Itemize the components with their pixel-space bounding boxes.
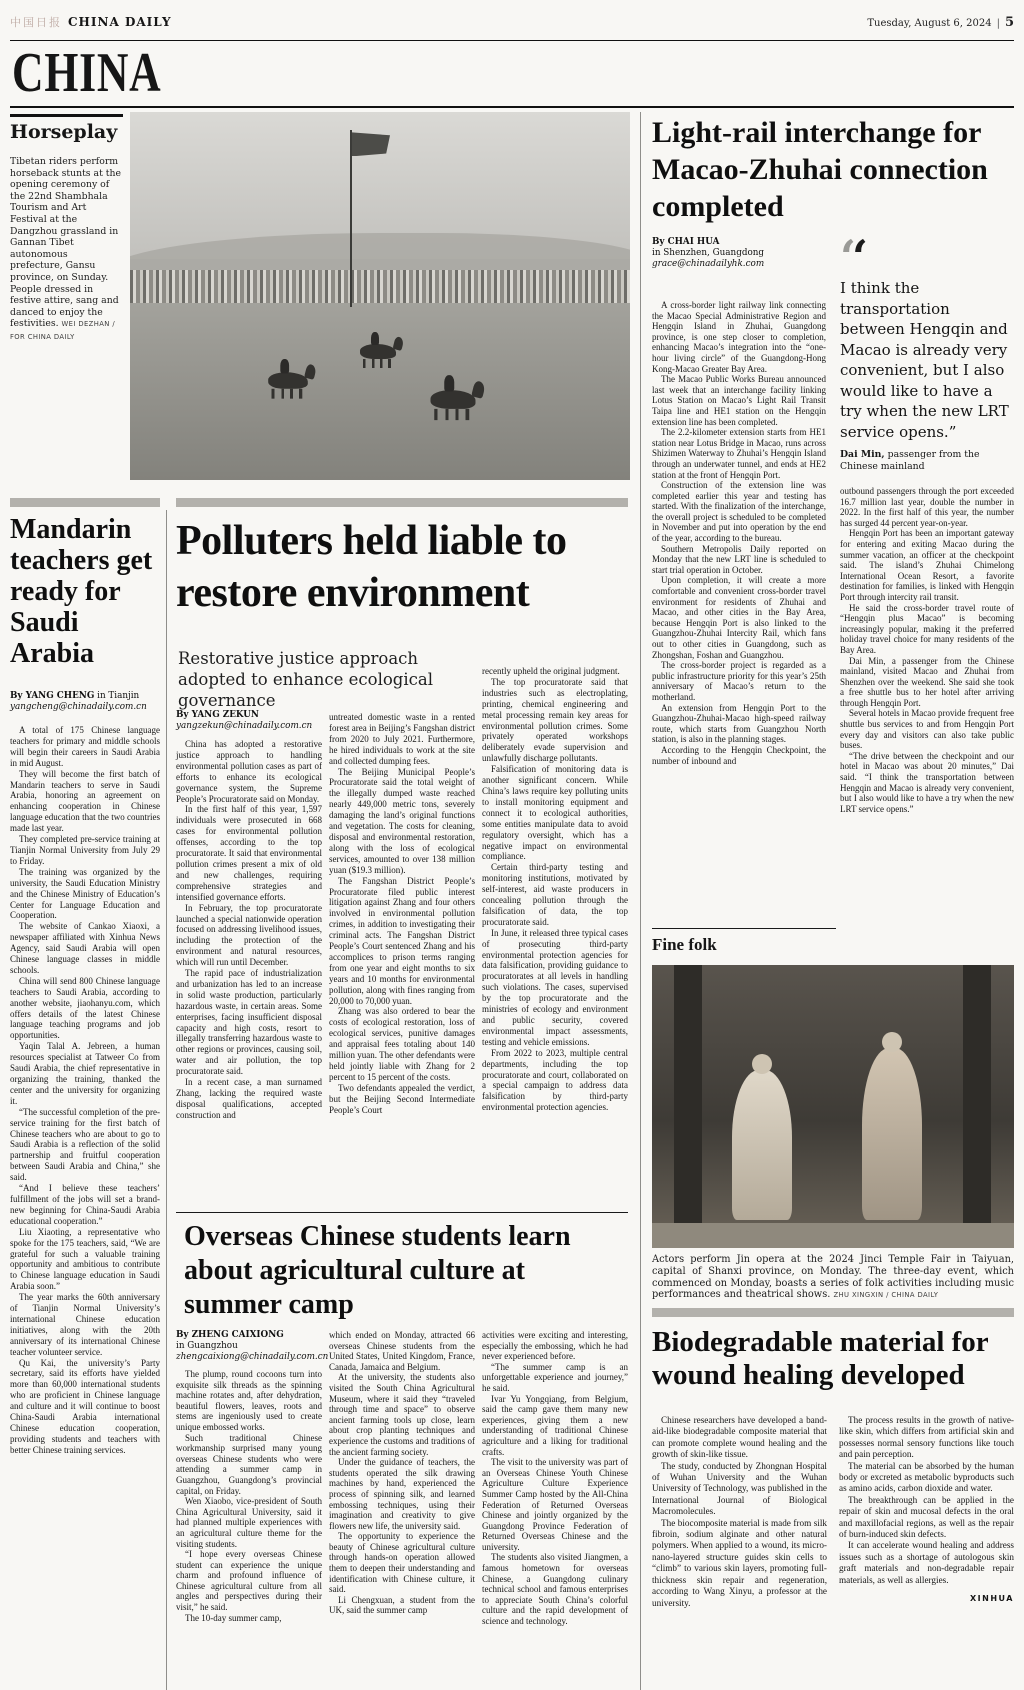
- paragraph: The year marks the 60th anniversary of Tianjin Normal University’s international Chinese education initiatives, along with the 20th anniversary of its international Chinese teacher volunteer service.: [10, 1292, 160, 1357]
- paragraph: Two defendants appealed the verdict, but the Beijing Second Intermediate People’s Court: [329, 1082, 475, 1115]
- byline-email: zhengcaixiong@chinadaily.com.cn: [176, 1352, 329, 1362]
- byline-email: yangcheng@chinadaily.com.cn: [10, 702, 147, 712]
- rider-silhouette: [280, 359, 289, 373]
- article-headline: Biodegradable material for wound healing developed: [652, 1326, 989, 1391]
- pull-quote-text: I think the transportation between Hengqin and Macao is already very convenient, but I also would like to have a try when the new LRT service opens.”: [840, 279, 1009, 441]
- paragraph: They completed pre-service training at Tianjin Normal University from July 29 to Friday.: [10, 834, 160, 866]
- section-title: CHINA: [12, 42, 162, 104]
- horse-rider-silhouette: [431, 390, 476, 409]
- paragraph: The process results in the growth of native-like skin, which differs from artificial skin and possesses normal sensory functions like touch and pain perception.: [839, 1415, 1014, 1460]
- dateline: [867, 15, 1014, 30]
- section-divider-bar: [652, 1308, 1014, 1317]
- article-body-column: [10, 725, 160, 1456]
- byline-location: in Shenzhen, Guangdong: [652, 248, 765, 258]
- china-daily-logo: CHINA DAILY: [68, 15, 172, 29]
- article-deck: Restorative justice approach adopted to enhance ecological governance: [178, 649, 433, 710]
- rider-silhouette: [444, 375, 454, 391]
- paragraph: Yaqin Talal A. Jebreen, a human resources specialist at Tatweer Co from Saudi Arabia, the chief representative in organizing the training, thanked the center and the university for organizing it.: [10, 1041, 160, 1106]
- section-rule: [10, 106, 1014, 108]
- paragraph: Several hotels in Macao provide frequent free shuttle bus services to and from Hengqin Port every day and visitors can also take public buses.: [840, 708, 1014, 751]
- paragraph: In a recent case, a man surnamed Zhang, lacking the required waste disposal qualifications, accepted construction and: [176, 1077, 322, 1120]
- byline-author: By ZHENG CAIXIONG: [176, 1330, 284, 1340]
- photo-credit: ZHU XINGXIN / CHINA DAILY: [833, 1291, 939, 1300]
- paragraph: The 2.2-kilometer extension starts from HE1 station near Lotus Bridge in Macao, runs across Shizimen Waterway to Zhuhai’s Hengqin Island through an underwater tunnel, and ends at HE2 station at the front of Hengqin Port.: [652, 427, 826, 480]
- paragraph: Southern Metropolis Daily reported on Monday that the new LRT line is scheduled to start trial operation in October.: [652, 543, 826, 575]
- paragraph: They will become the first batch of Mandarin teachers to serve in Saudi Arabia, honoring an agreement on enhancing cooperation in Chinese language education that the two countries made last year.: [10, 768, 160, 834]
- article-body-column: [482, 666, 628, 1113]
- photo-grassland: [130, 303, 630, 480]
- paragraph: Construction of the extension line was completed earlier this year and testing has started. With the finalization of the interchange, the overall project is scheduled to be completed in November and put into operation by the end of the year, according to the bureau.: [652, 480, 826, 544]
- paragraph: activities were exciting and interesting, especially the embossing, which he had never experienced before.: [482, 1330, 628, 1362]
- byline-author: By YANG ZEKUN: [176, 710, 259, 720]
- paragraph: The opportunity to experience the beauty of Chinese agricultural culture through hands-on operation allowed them to deepen their understanding and identification with Chinese culture, it said.: [329, 1531, 475, 1595]
- paragraph: According to the Hengqin Checkpoint, the number of inbound and: [652, 744, 826, 766]
- kicker-rule: [10, 114, 123, 117]
- paragraph: The Fangshan District People’s Procuratorate filed public interest litigation against Zhang and four others involved in environmental pollution crimes, in addition to investigating their criminal acts. The Fangshan District People’s Court sentenced Zhang and his accomplices to prison terms ranging from one year and eight months to six years and 10 months for environmental pollution, along with fines ranging from 20,000 to 70,000 yuan.: [329, 875, 475, 1006]
- article-top-rule: [176, 1212, 628, 1213]
- article-headline: Light-rail interchange for Macao-Zhuhai connection completed: [652, 116, 988, 223]
- article-columns: [652, 1415, 1014, 1609]
- article-body-column: [329, 712, 475, 1116]
- paragraph: “The successful completion of the pre-service training for the first batch of Chinese teachers who are about to go to Saudi Arabia is a reflection of the solid partnership and fruitful cooperation between Saudi Arabia and China,” she said.: [10, 1106, 160, 1183]
- byline-author: By YANG CHENG: [10, 691, 95, 701]
- paragraph: From 2022 to 2023, multiple central departments, including the top procuratorate and court, collaborated on a special campaign to address data falsification by third-party environmental protection agencies.: [482, 1047, 628, 1113]
- quote-attrib-name: Dai Min,: [840, 449, 885, 460]
- paragraph: “The drive between the checkpoint and our hotel in Macao was about 20 minutes,” Dai said. “I think the transportation between Hengqin and Macao is already very convenient, but I also would like to have a try when the new LRT service opens.”: [840, 750, 1014, 814]
- paragraph: “I hope every overseas Chinese student can experience the unique charm and profound influence of Chinese agricultural culture from all angles and perspectives during their visit,” he said.: [176, 1549, 322, 1613]
- paragraph: The top procuratorate said that industries such as electroplating, printing, chemical engineering and metal processing remain key areas for environmental pollution crimes. Some privately operated workshops deliberately evade supervision and unlawfully discharge pollutants.: [482, 676, 628, 764]
- article-biodegradable: [652, 1326, 1014, 1609]
- paragraph: The biocomposite material is made from silk fibroin, sodium alginate and other natural polymers. When applied to a wound, its micro-nano-layered structure guides skin cells to “climb” to various skin layers, promoting full-thickness skin repair and regeneration, according to Wang Xinyu, a professor at the university.: [652, 1517, 827, 1608]
- byline: [176, 710, 322, 732]
- paragraph: In June, it released three typical cases of prosecuting third-party environmental protection agencies for data falsification, providing guidance to procuratorates at all levels in handling such violations. The cases, supervised by the top procuratorate and the ministries of ecology and environment and public security, covered environmental impact assessments, testing and vehicle emissions.: [482, 927, 628, 1047]
- article-body-column: [840, 486, 1014, 814]
- article-headline: Mandarin teachers get ready for Saudi Arabia: [10, 514, 153, 669]
- column-rule-left: [166, 510, 167, 1690]
- byline-location: in Guangzhou: [176, 1341, 238, 1351]
- paragraph: outbound passengers through the port exceeded 16.7 million last year, double the number in 2022. In the first half of this year, the number has surged 44 percent year-on-year.: [840, 486, 1014, 528]
- china-daily-chinese-logo: 中国日报: [10, 16, 62, 29]
- article-lightrail: [652, 114, 1014, 814]
- article-body-column: [840, 230, 1014, 814]
- rider-silhouette: [371, 332, 379, 345]
- paragraph: Hengqin Port has been an important gateway for entering and exiting Macao during the summer vacation, an officer at the checkpoint said. The island’s Zhuhai Chimelong International Ocean Resort, a favorite destination for families, is linked with Hengqin Port through intercity rail transit.: [840, 528, 1014, 602]
- opera-actor-figure: [732, 1070, 792, 1220]
- finefolk-photo: [652, 965, 1014, 1248]
- paragraph: The rapid pace of industrialization and urbanization has led to an increase in solid waste production, particularly hazardous waste, in certain areas. Some enterprises, facing insufficient disposal capacity and high costs, resort to illegally transferring hazardous waste to other regions or provinces, causing soil, water and air pollution, the top procuratorate said.: [176, 968, 322, 1077]
- article-headline: Overseas Chinese students learn about agricultural culture at summer camp: [184, 1221, 571, 1320]
- byline: [10, 691, 160, 713]
- article-columns: [176, 1330, 628, 1627]
- pull-quote-attribution: [840, 449, 1014, 472]
- flag-icon: [350, 130, 352, 307]
- paragraph: The material can be absorbed by the human body or excreted as metabolic byproducts such as amino acids, carbon dioxide and water.: [839, 1460, 1014, 1494]
- photo-crowd: [130, 270, 630, 303]
- paragraph: recently upheld the original judgment.: [482, 666, 620, 676]
- paragraph: The Macao Public Works Bureau announced last week that an interchange facility linking Lotus Station on Macao’s Light Rail Transit Taipa line and HE1 station on the Hengqin extension line has been completed.: [652, 374, 826, 427]
- photo-credit: WEI DEZHAN / FOR CHINA DAILY: [10, 320, 116, 341]
- paragraph: It can accelerate wound healing and address issues such as a shortage of autologous skin graft materials and non-degradable repair materials, as well as allergies.: [839, 1540, 1014, 1585]
- paragraph: The breakthrough can be applied in the repair of skin and mucosal defects in the oral and maxillofacial regions, as well as the repair of burn-induced skin defects.: [839, 1494, 1014, 1540]
- date-text: Tuesday, August 6, 2024: [867, 17, 992, 29]
- paragraph: The Beijing Municipal People’s Procuratorate said the total weight of the illegally dumped waste reached nearly 449,000 metric tons, severely damaging the land’s original functions and vegetation. The costs for cleaning, disposal and environmental restoration, along with the loss of ecological services, amounted to over 138 million yuan ($19.3 million).: [329, 766, 475, 875]
- paragraph: Qu Kai, the university’s Party secretary, said its efforts have yielded more than 60,000 international students who are proficient in Chinese language and culture and it will continue to boost China-Saudi Arabia international Chinese education cooperation, providing students and teachers with better Chinese training services.: [10, 1357, 160, 1455]
- paragraph: untreated domestic waste in a rented forest area in Beijing’s Fangshan district from 2020 to July 2021. Furthermore, he hired individuals to work at the site and collected dumping fees.: [329, 712, 475, 766]
- article-body-column: [652, 300, 826, 766]
- caption-text: Tibetan riders perform horseback stunts at the opening ceremony of the 22nd Shambhala Tourism and Art Festival at the Dangzhou grassland in Gannan Tibet autonomous prefecture, Gansu province, on Sunday. People dressed in festive attire, sang and danced to enjoy the festivities.: [10, 156, 121, 330]
- paragraph: The visit to the university was part of an Overseas Chinese Youth Chinese Agriculture Culture Experience Summer Camp hosted by the All-China Federation of Returned Overseas Chinese and jointly organized by the Guangdong Province Federation of Returned Overseas Chinese and the university.: [482, 1457, 628, 1552]
- paragraph: The 10-day summer camp,: [185, 1612, 282, 1623]
- brand: [10, 14, 172, 30]
- finefolk-caption: [652, 1254, 1014, 1302]
- caption-text: Actors perform Jin opera at the 2024 Jinci Temple Fair in Taiyuan, capital of Shanxi province, on Monday. The three-day event, which commenced on Monday, boasts a series of folk activities including music performances and theatrical shows.: [652, 1254, 1014, 1301]
- paragraph: Upon completion, it will create a more comfortable and convenient cross-border travel environment for residents of Zhuhai and Macao, and other cities in the Bay Area, because Hengqin Port is also linked to the Guangzhou-Zhuhai Intercity Rail, which fans out to other cities in Guangdong, such as Zhongshan, Foshan and Guangzhou.: [652, 575, 826, 660]
- paragraph: He said the cross-border travel route of “Hengqin plus Macao” is becoming increasingly popular, making it the preferred holiday travel choice for many residents of the Bay Area.: [840, 602, 1014, 655]
- byline-email: grace@chinadailyhk.com: [652, 259, 765, 269]
- byline-author: By CHAI HUA: [652, 237, 720, 247]
- article-body-column: [652, 1415, 827, 1609]
- paragraph: The website of Cankao Xiaoxi, a newspaper affiliated with Xinhua News Agency, said Saudi Arabia will open Chinese language classes in middle schools.: [10, 921, 160, 975]
- finefolk-title: Fine folk: [652, 935, 717, 954]
- paragraph: The students also visited Jiangmen, a famous hometown for overseas Chinese, a Guangdong culinary technical school and famous enterprises to appreciate South China’s colorful culture and the rapid development of science and technology.: [482, 1552, 628, 1627]
- column-rule-right: [640, 112, 641, 1690]
- paragraph: At the university, the students also visited the South China Agricultural Museum, where it said they “traveled through time and space” to observe ancient farming tools up close, learn about crop planting techniques and experience the customs and traditions of the ancient farming society.: [329, 1372, 475, 1457]
- quote-attrib-role: passenger from the Chinese mainland: [840, 449, 980, 472]
- paragraph: “And I believe these teachers’ fulfillment of the jobs will set a brand-new beginning for China-Saudi Arabia educational cooperation.”: [10, 1183, 160, 1226]
- horse-rider-silhouette: [268, 373, 308, 390]
- paragraph: The training was organized by the university, the Saudi Education Ministry and the Chinese Ministry of Education’s Center for Language Education and Cooperation.: [10, 866, 160, 921]
- paragraph: Ivar Yu Yongqiang, from Belgium, said the camp gave them many new experiences, giving them a new understanding of traditional Chinese agriculture and a liking for traditional crafts.: [482, 1393, 628, 1457]
- quote-mark-right: ‘: [852, 230, 865, 284]
- byline: [176, 1330, 329, 1363]
- article-body-column: [176, 1369, 322, 1623]
- section-divider-bar: [10, 498, 160, 507]
- paragraph: Dai Min, a passenger from the Chinese mainland, visited Macao and Zhuhai from Shenzhen over the weekend. She said she took a free shuttle bus to her hotel after arriving through Hengqin Port.: [840, 655, 1014, 708]
- paragraph: Such traditional Chinese workmanship surprised many young overseas Chinese students who were attending a summer camp in Guangzhou, Guangdong’s provincial capital, on Friday.: [176, 1432, 322, 1496]
- article-overseas: [176, 1212, 628, 1627]
- paragraph: The cross-border project is regarded as a public infrastructure priority for this year’s 25th anniversary of Macao’s return to the motherland.: [652, 660, 826, 702]
- quote-icon: [840, 230, 1014, 284]
- horseplay-caption-block: [10, 114, 123, 344]
- flag-cloth: [352, 132, 390, 156]
- paragraph: Liu Xiaoting, a representative who spoke for the 175 teachers, said, “We are grateful for such a valuable training opportunity and ambitious to contribute to Chinese language education in Saudi Arabia soon.”: [10, 1226, 160, 1292]
- pull-quote: [840, 230, 1014, 472]
- article-mandarin: [10, 514, 160, 1456]
- paragraph: The study, conducted by Zhongnan Hospital of Wuhan University and the Wuhan University of Technology, was published in the International Journal of Biological Macromolecules.: [652, 1460, 827, 1517]
- paragraph: A cross-border light railway link connecting the Macao Special Administrative Region and Hengqin Island in Zhuhai, Guangdong province, is one step closer to completion, enhancing Macao’s integration into the “one-hour living circle” of the Guangdong-Hong Kong-Macao Greater Bay Area.: [652, 300, 826, 374]
- wire-credit: XINHUA: [970, 1594, 1014, 1604]
- article-body-column: [839, 1415, 1014, 1586]
- photo-backdrop-pillar: [674, 965, 702, 1223]
- article-body-column: [482, 1330, 628, 1627]
- paragraph: Certain third-party testing and monitoring institutions, motivated by self-interest, aid waste producers in concealing pollution through the falsification of data, the top procuratorate said.: [482, 862, 628, 927]
- paragraph: Wen Xiaobo, vice-president of South China Agricultural University, said it had planned multiple experiences with an agricultural culture theme for the visiting students.: [176, 1496, 322, 1549]
- finefolk-rule: [652, 928, 836, 929]
- section-divider-bar: [176, 498, 628, 507]
- horse-rider-silhouette: [360, 344, 396, 359]
- opera-actor-figure: [862, 1048, 922, 1220]
- paragraph: In the first half of this year, 1,597 individuals were prosecuted in 668 cases for environmental pollution offenses, according to the top procuratorate. It said that environmental pollution crimes present a mix of old and new challenges, requiring comprehensive strategies and intensified governance efforts.: [176, 804, 322, 902]
- photo-stage-floor: [652, 1223, 1014, 1248]
- paragraph: China will send 800 Chinese language teachers to Saudi Arabia, according to another website, jiaohanyu.com, which offers details of the latest Chinese language teaching programs and job opportunities.: [10, 975, 160, 1041]
- paragraph: “The summer camp is an unforgettable experience and journey,” he said.: [482, 1361, 628, 1393]
- separator: |: [996, 17, 1000, 29]
- paragraph: Falsification of monitoring data is another significant concern. While China’s laws require key polluting units to install monitoring equipment and connect it to ecological authorities, some entities manipulate data to avoid regulatory oversight, which has a negative impact on environmental compliance.: [482, 764, 628, 862]
- article-body-column: [176, 710, 322, 1121]
- horseplay-title: Horseplay: [10, 121, 118, 143]
- paragraph: The plump, round cocoons turn into exquisite silk threads as the spinning machine rotates and, after dehydration, beautiful flowers, leaves, roots and stems are ingeniously used to create unique embossed works.: [176, 1369, 322, 1432]
- paragraph: which ended on Monday, attracted 66 overseas Chinese students from the United States, United Kingdom, France, Canada, Jamaica and Belgium.: [329, 1330, 475, 1372]
- article-body-column: [176, 739, 322, 1121]
- photo-backdrop-pillar: [963, 965, 991, 1223]
- page-number: 5: [1004, 14, 1014, 30]
- quote-mark-left: ‘: [840, 230, 853, 284]
- paragraph: In February, the top procuratorate launched a special nationwide operation focused on addressing livelihood issues, including the protection of the environment and natural resources, which will run until December.: [176, 902, 322, 968]
- article-body-column: [839, 1415, 1014, 1609]
- article-body-column: [176, 1330, 329, 1627]
- paragraph: China has adopted a restorative justice approach to handling environmental pollution cases as part of efforts to enhance its ecological governance system, the Supreme People’s Procuratorate said on Monday.: [176, 739, 322, 804]
- paragraph: An extension from Hengqin Port to the Guangzhou-Zhuhai-Macao high-speed railway route, which starts from Guangzhou North station, is also in the planning stages.: [652, 702, 826, 745]
- byline-location: in Tianjin: [94, 691, 140, 701]
- paragraph: Chinese researchers have developed a band-aid-like biodegradable composite material that can promote complete wound healing and the growth of skin-like tissue.: [652, 1415, 827, 1460]
- masthead: [10, 6, 1014, 38]
- article-headline: Polluters held liable to restore environment: [176, 518, 567, 616]
- paragraph: Li Chengxuan, a student from the UK, said the summer camp: [329, 1594, 475, 1616]
- paragraph: Zhang was also ordered to bear the costs of ecological restoration, loss of ecological services, punitive damages and appraisal fees totaling about 140 million yuan. The other defendants were held jointly liable with Zhang for 2 percent to 15 percent of the costs.: [329, 1006, 475, 1082]
- article-polluters: [176, 498, 628, 1120]
- paragraph: A total of 175 Chinese language teachers for primary and middle schools will begin their careers in Saudi Arabia in mid August.: [10, 725, 160, 768]
- article-body-column: [329, 1330, 475, 1627]
- horseplay-photo: [130, 112, 630, 480]
- byline-email: yangzekun@chinadaily.com.cn: [176, 721, 313, 731]
- masthead-rule: [10, 40, 1014, 41]
- horseplay-caption: [10, 156, 123, 344]
- paragraph: Under the guidance of teachers, the students operated the silk drawing machines by hand, experienced the process of spinning silk, and learned embossing techniques, using their imagination and creativity to give flowers new life, the university said.: [329, 1457, 475, 1531]
